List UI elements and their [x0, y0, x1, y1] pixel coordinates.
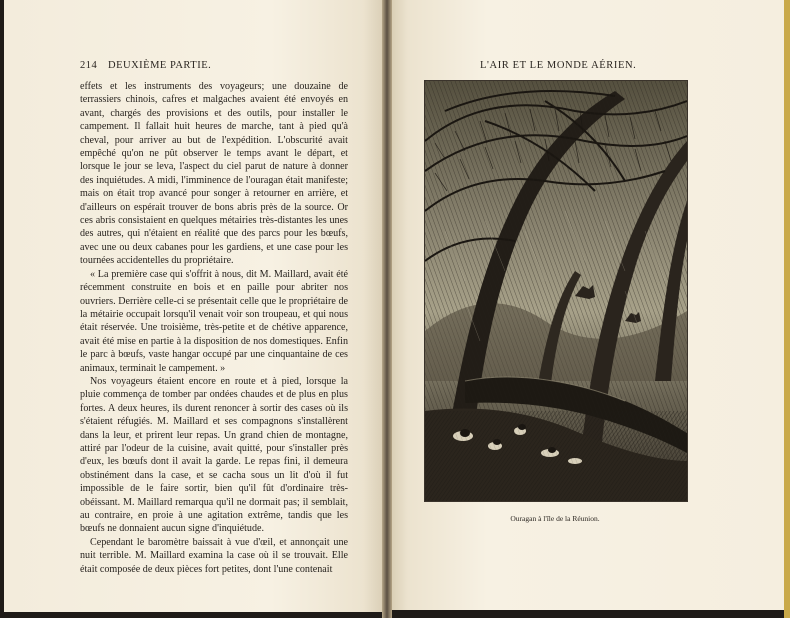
right-running-head: L'AIR ET LE MONDE AÉRIEN. — [480, 60, 637, 71]
paragraph-4: Cependant le baromètre baissait à vue d'œil, et annonçait une nuit terrible. M. Maillard examina la case où il se trouvait. Elle était composée de deux pièces fort petites, dont l'une contenait — [80, 536, 348, 575]
figure-caption: Ouragan à l'île de la Réunion. — [510, 514, 600, 523]
book-gutter — [382, 0, 392, 618]
paragraph-2: « La première case qui s'offrit à nous, dit M. Maillard, avait été récemment construite en bois et en paille pour abriter nos ouvriers. Derrière celle-ci se présentait celle que le propriétaire de la métairie occupait lorsqu'il venait voir son troupeau, et qui nous était réservée. Une troisième, très-petite et de chétive apparence, avait été mise en partie à la disposition de nos domestiques. Enfin le parc à bœufs, vaste hangar occupé par une cinquantaine de ces animaux, terminait le campement. » — [80, 268, 348, 374]
engraving-art — [425, 81, 687, 501]
page-number: 214 — [80, 60, 98, 71]
body-text — [80, 80, 348, 576]
hurricane-engraving — [424, 80, 688, 502]
left-running-head — [80, 60, 348, 74]
paragraph-1: effets et les instruments des voyageurs; une douzaine de terrassiers chinois, cafres et malgaches avaient été envoyés en avant, chargés des provisions et des outils, pour installer le campement. Il fallait huit heures de marche, tant à pied qu'à cheval, pour arriver au but de l'expédition. L'obscurité avait empêché qu'on ne pût observer le temps avant le départ, et lorsque le jour se leva, l'aspect du ciel parut de nature à donner des inquiétudes. A midi, l'imminence de l'ouragan était manifeste; mais on était trop avancé pour songer à retourner en arrière, et d'ailleurs on espérait trouver de bons abris près de la source. Or ces abris consistaient en quelques métairies très-distantes les unes des autres, qui n'étaient en réalité que des parcs pour les bœufs, avec une ou deux cabanes pour les gardiens, et une case pour les tournées accidentelles du propriétaire. — [80, 81, 348, 267]
page-edge — [784, 0, 790, 618]
paragraph-3: Nos voyageurs étaient encore en route et à pied, lorsque la pluie commença de tomber par ondées chaudes et de plus en plus fortes. A deux heures, ils durent renoncer à sortir des cases où ils s'étaient réfugiés. M. Maillard et ses compagnons s'installèrent dans la leur, et prirent leur repas. Un grand chien de montagne, attiré par l'odeur de la cuisine, avait quitté, pour s'installer près d'eux, les bœufs dont il avait la garde. Le repas fini, il demeura obstinément dans la case, et se cacha sous un lit d'où il fut impossible de le faire sortir, bien qu'il fût d'ordinaire très-obéissant. M. Maillard remarqua qu'il ne dormait pas; il semblait, au contraire, en proie à une agitation extrême, tandis que les bœufs ne donnaient aucun signe d'inquiétude. — [80, 375, 348, 535]
section-title: DEUXIÈME PARTIE. — [108, 60, 212, 71]
